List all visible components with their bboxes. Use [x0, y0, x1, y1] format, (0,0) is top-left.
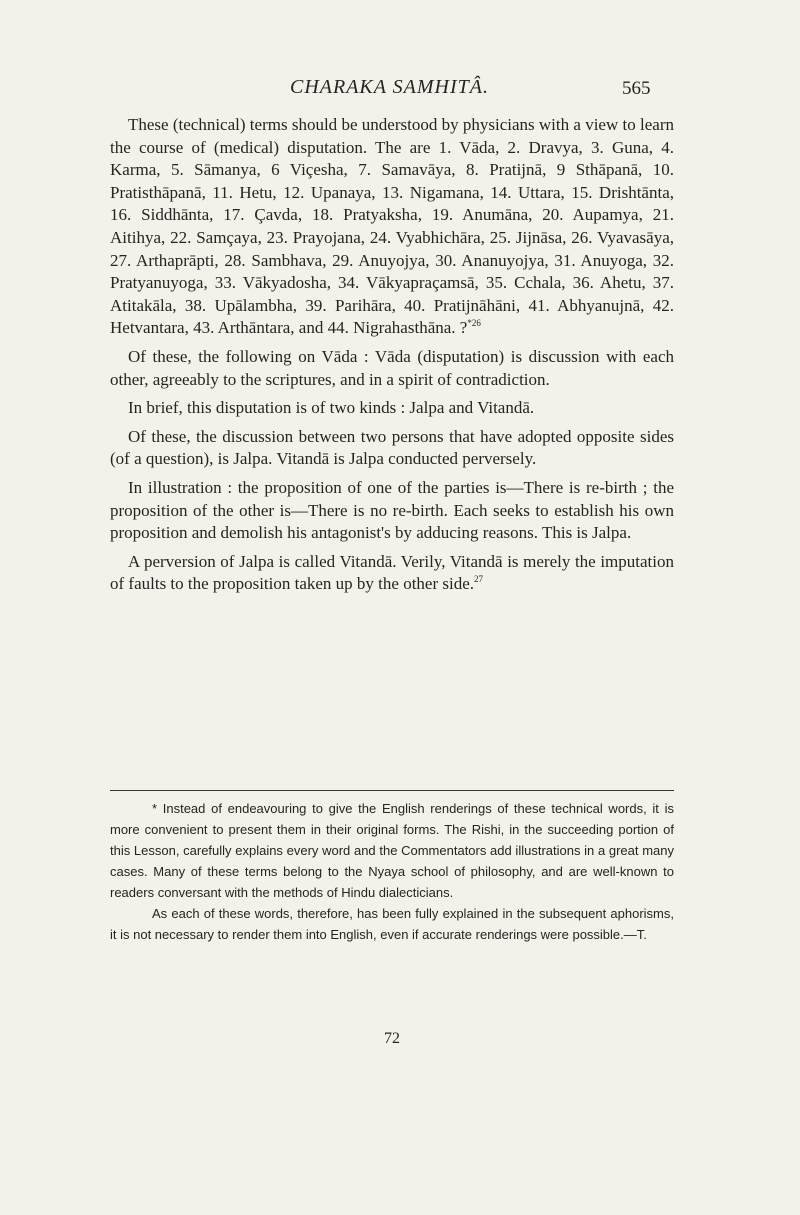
paragraph-text: Of these, the following on Vāda : Vāda (disputation) is discussion with each other, agreeably to the scriptures, and in a spirit of contradiction. [110, 346, 674, 389]
paragraph [110, 426, 674, 471]
running-title: CHARAKA SAMHITÂ. [290, 76, 489, 98]
paragraph-text: In illustration : the proposition of one of the parties is—There is re-birth ; the proposition of the other is—There is no re-birth. Each seeks to establish his own proposition and demolish his antagonist's by adducing reasons. This is Jalpa. [110, 477, 674, 543]
footnote-marker: 27 [474, 574, 484, 585]
paragraph [110, 551, 674, 596]
main-text [110, 114, 674, 602]
footnote-divider [110, 790, 674, 791]
footnote-marker: *26 [467, 318, 481, 329]
footnotes [110, 798, 674, 945]
paragraph-text: A perversion of Jalpa is called Vitandā. Verily, Vitandā is merely the imputation of faults to the proposition taken up by the other side. [110, 551, 674, 594]
footnote: * Instead of endeavouring to give the English renderings of these technical words, it is more convenient to present them in their original forms. The Rishi, in the succeeding portion of this Lesson, carefully explains every word and the Commentators add illustrations in a great many cases. Many of these terms belong to the Nyaya school of philosophy, and are well-known to readers conversant with the methods of Hindu dialecticians. [110, 801, 674, 900]
paragraph-text: These (technical) terms should be understood by physicians with a view to learn the course of (medical) disputation. The are 1. Vāda, 2. Dravya, 3. Guna, 4. Karma, 5. Sāmanya, 6 Viçesha, 7. Samavāya, 8. Pratijnā, 9 Sthāpanā, 10. Pratisthāpanā, 11. Hetu, 12. Upanaya, 13. Nigamana, 14. Uttara, 15. Drishtānta, 16. Siddhānta, 17. Çavda, 18. Pratyaksha, 19. Anumāna, 20. Aupamya, 21. Aitihya, 22. Samçaya, 23. Prayojana, 24. Vyabhichāra, 25. Jijnāsa, 26. Vyavasāya, 27. Arthaprāpti, 28. Sambhava, 29. Anuyojya, 30. Ananuyojya, 31. Anuyoga, 32. Pratyanuyoga, 33. Vākyadosha, 34. Vākyapraçamsā, 35. Cchala, 36. Ahetu, 37. Atitakāla, 38. Upālambha, 39. Parihāra, 40. Pratijnāhāni, 41. Abhyanujnā, 42. Hetvantara, 43. Arthāntara, and 44. Nigrahasthāna. ? [110, 115, 674, 338]
paragraph [110, 397, 674, 420]
paragraph [110, 346, 674, 391]
paragraph [110, 477, 674, 545]
folio-number: 72 [384, 1030, 400, 1047]
footnote: As each of these words, therefore, has been fully explained in the subsequent aphorisms, it is not necessary to render them into English, even if accurate renderings were possible.—T. [110, 906, 674, 942]
paragraph [110, 114, 674, 340]
running-head [0, 76, 800, 102]
paragraph-text: Of these, the discussion between two persons that have adopted opposite sides (of a question), is Jalpa. Vitandā is Jalpa conducted perversely. [110, 426, 674, 469]
page-number-top: 565 [622, 78, 651, 99]
paragraph-text: In brief, this disputation is of two kinds : Jalpa and Vitandā. [128, 398, 535, 418]
